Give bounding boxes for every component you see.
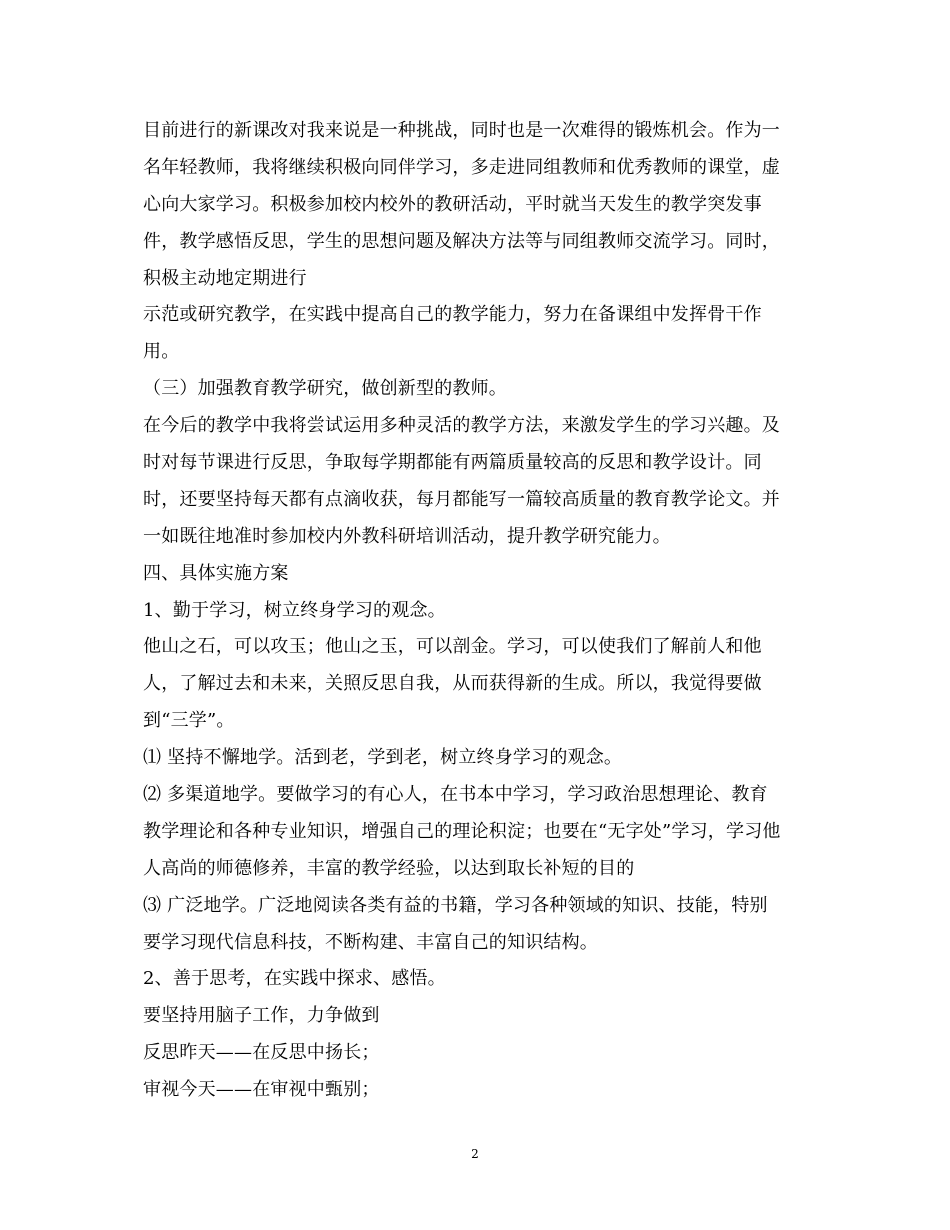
list-item: ⑶ 广泛地学。广泛地阅读各类有益的书籍，学习各种领域的知识、技能，特别 <box>143 894 768 916</box>
text-line: 到“三学”。 <box>143 710 235 732</box>
text-line: 时对每节课进行反思，争取每学期都能有两篇质量较高的反思和教学设计。同 <box>143 452 762 474</box>
text-line: 示范或研究教学，在实践中提高自己的教学能力，努力在备课组中发挥骨干作 <box>143 304 762 326</box>
text-line: 反思昨天——在反思中扬长； <box>143 1042 380 1064</box>
text-line: 他山之石，可以攻玉；他山之玉，可以剖金。学习，可以使我们了解前人和他 <box>143 636 762 658</box>
text-line: 名年轻教师，我将继续积极向同伴学习，多走进同组教师和优秀教师的课堂，虚 <box>143 156 780 178</box>
list-item: ⑵ 多渠道地学。要做学习的有心人，在书本中学习，学习政治思想理论、教育 <box>143 784 768 806</box>
text-line: 积极主动地定期进行 <box>143 267 307 289</box>
text-line: 人，了解过去和未来，关照反思自我，从而获得新的生成。所以，我觉得要做 <box>143 673 762 695</box>
subsection-heading: 1、勤于学习，树立终身学习的观念。 <box>143 599 446 621</box>
text-line: 要学习现代信息科技，不断构建、丰富自己的知识结构。 <box>143 931 598 953</box>
subsection-heading: 2、善于思考，在实践中探求、感悟。 <box>143 968 446 990</box>
text-line: 件，教学感悟反思，学生的思想问题及解决方法等与同组教师交流学习。同时， <box>143 230 780 252</box>
section-heading: （三）加强教育教学研究，做创新型的教师。 <box>143 378 507 400</box>
text-line: 用。 <box>143 341 180 363</box>
text-line: 要坚持用脑子工作，力争做到 <box>143 1005 380 1027</box>
list-item: ⑴ 坚持不懈地学。活到老，学到老，树立终身学习的观念。 <box>143 747 623 769</box>
text-line: 目前进行的新课改对我来说是一种挑战，同时也是一次难得的锻炼机会。作为一 <box>143 120 780 141</box>
text-line: 心向大家学习。积极参加校内校外的教研活动，平时就当天发生的教学突发事 <box>143 193 762 215</box>
text-line: 时，还要坚持每天都有点滴收获，每月都能写一篇较高质量的教育教学论文。并 <box>143 488 780 510</box>
text-line: 人高尚的师德修养，丰富的教学经验，以达到取长补短的目的 <box>143 857 635 879</box>
document-body <box>143 113 803 1109</box>
text-line: 审视今天——在审视中甄别； <box>143 1079 380 1101</box>
page-number: 2 <box>471 1147 479 1161</box>
text-line: 在今后的教学中我将尝试运用多种灵活的教学方法，来激发学生的学习兴趣。及 <box>143 415 780 437</box>
section-heading: 四、具体实施方案 <box>143 562 289 584</box>
text-line: 一如既往地准时参加校内外教科研培训活动，提升教学研究能力。 <box>143 525 671 547</box>
text-line: 教学理论和各种专业知识，增强自己的理论积淀；也要在“无字处”学习，学习他 <box>143 820 781 842</box>
